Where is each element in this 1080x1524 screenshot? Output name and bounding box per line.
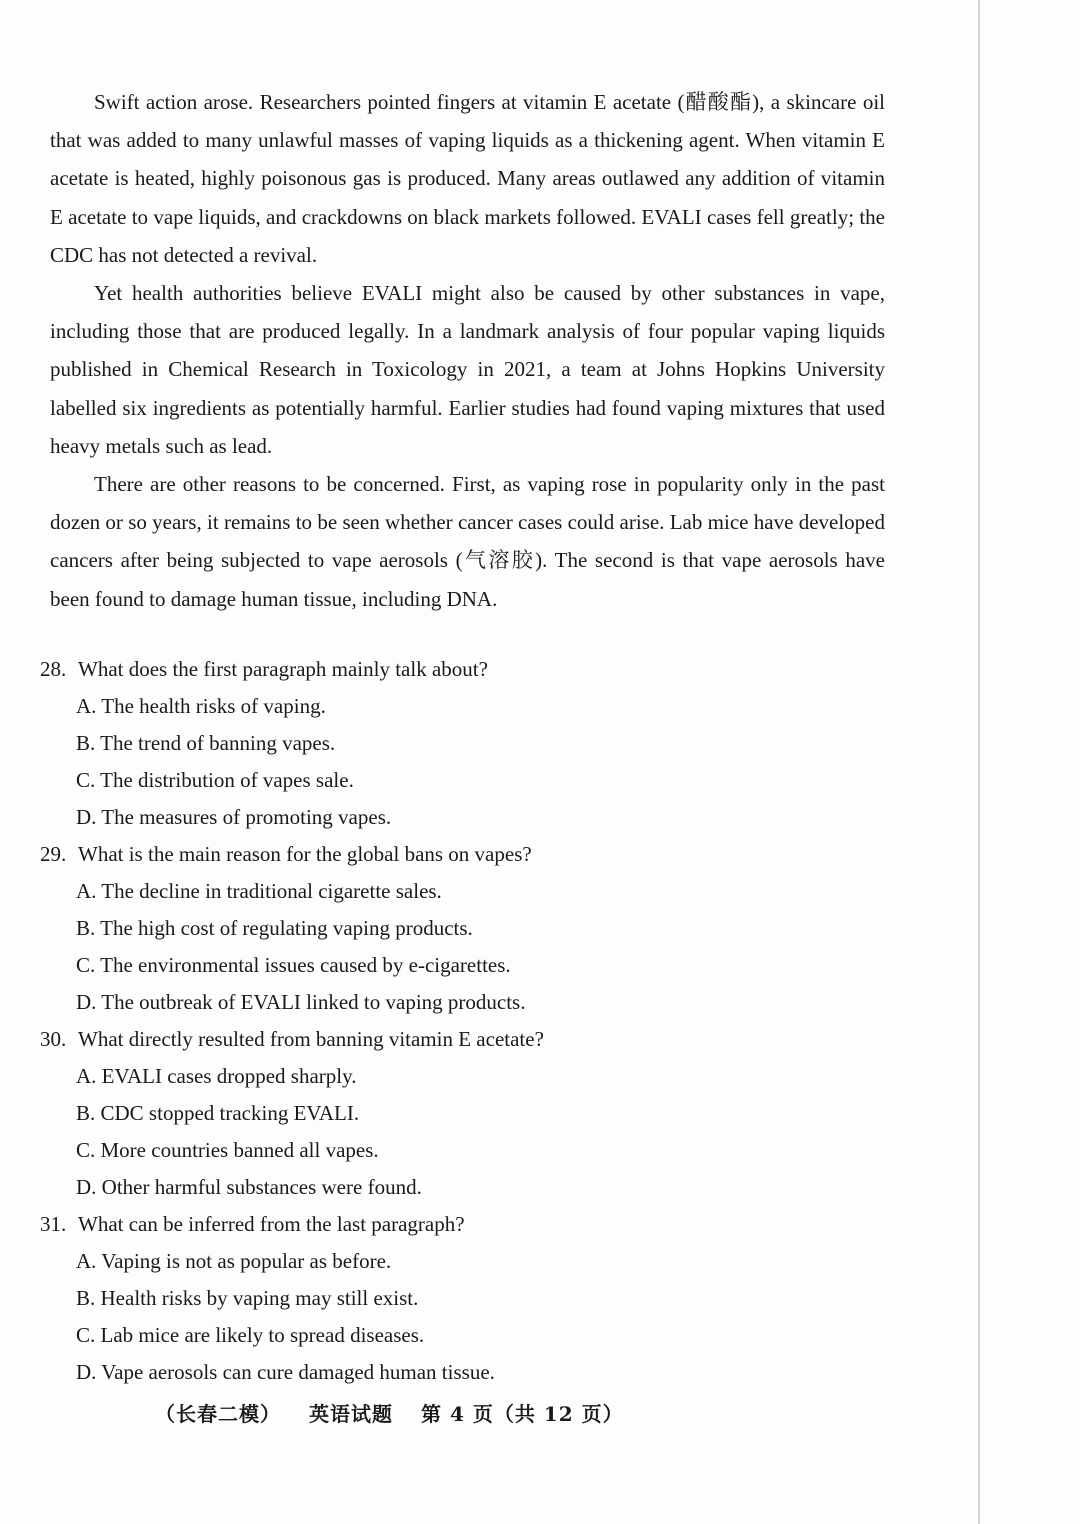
option-d: D. The outbreak of EVALI linked to vaping products. bbox=[76, 990, 526, 1014]
question-list bbox=[40, 651, 880, 1391]
question-text: What is the main reason for the global bans on vapes? bbox=[78, 842, 532, 866]
passage-paragraph-3: There are other reasons to be concerned. First, as vaping rose in popularity only in the past dozen or so years, it remains to be seen whether cancer cases could arise. Lab mice have developed cancers after being subjected to vape aerosols (气溶胶). The second is that vape aerosols have been found to damage human tissue, including DNA. bbox=[50, 472, 885, 611]
option-b: B. CDC stopped tracking EVALI. bbox=[76, 1101, 360, 1125]
passage-paragraph-2: Yet health authorities believe EVALI might also be caused by other substances in vape, including those that are produced legally. In a landmark analysis of four popular vaping liquids published in Chemical Research in Toxicology in 2021, a team at Johns Hopkins University labelled six ingredients as potentially harmful. Earlier studies had found vaping mixtures that used heavy metals such as lead. bbox=[50, 281, 885, 458]
option-a: A. The health risks of vaping. bbox=[76, 694, 326, 718]
option-a: A. EVALI cases dropped sharply. bbox=[76, 1064, 357, 1088]
reading-passage bbox=[50, 83, 885, 618]
passage-paragraph-1: Swift action arose. Researchers pointed fingers at vitamin E acetate (醋酸酯), a skincare oil that was added to many unlawful masses of vaping liquids as a thickening agent. When vitamin E acetate is heated, highly poisonous gas is produced. Many areas outlawed any addition of vitamin E acetate to vape liquids, and crackdowns on black markets followed. EVALI cases fell greatly; the CDC has not detected a revival. bbox=[50, 90, 885, 267]
question-31 bbox=[40, 1206, 880, 1391]
footer-page-number: 第 4 页（共 12 页） bbox=[421, 1402, 624, 1426]
option-a: A. Vaping is not as popular as before. bbox=[76, 1249, 392, 1273]
option-c: C. Lab mice are likely to spread diseases. bbox=[76, 1323, 425, 1347]
page-footer bbox=[155, 1398, 652, 1427]
question-stem bbox=[40, 1021, 880, 1058]
question-stem bbox=[40, 651, 880, 688]
option-b: B. The trend of banning vapes. bbox=[76, 731, 336, 755]
question-number: 31. bbox=[40, 1212, 67, 1236]
question-stem bbox=[40, 1206, 880, 1243]
option-d: D. The measures of promoting vapes. bbox=[76, 805, 392, 829]
option-b: B. The high cost of regulating vaping products. bbox=[76, 916, 473, 940]
option-d: D. Other harmful substances were found. bbox=[76, 1175, 422, 1199]
question-text: What can be inferred from the last paragraph? bbox=[78, 1212, 465, 1236]
option-b: B. Health risks by vaping may still exist. bbox=[76, 1286, 419, 1310]
question-stem bbox=[40, 836, 880, 873]
footer-subject: 英语试题 bbox=[309, 1402, 393, 1426]
question-30 bbox=[40, 1021, 880, 1206]
question-number: 30. bbox=[40, 1027, 67, 1051]
option-a: A. The decline in traditional cigarette sales. bbox=[76, 879, 442, 903]
question-28 bbox=[40, 651, 880, 836]
option-c: C. The distribution of vapes sale. bbox=[76, 768, 354, 792]
footer-exam-name: （长春二模） bbox=[155, 1402, 281, 1426]
question-number: 29. bbox=[40, 842, 67, 866]
option-c: C. More countries banned all vapes. bbox=[76, 1138, 379, 1162]
question-text: What does the first paragraph mainly talk about? bbox=[78, 657, 488, 681]
option-d: D. Vape aerosols can cure damaged human tissue. bbox=[76, 1360, 495, 1384]
question-number: 28. bbox=[40, 657, 67, 681]
option-c: C. The environmental issues caused by e-cigarettes. bbox=[76, 953, 511, 977]
page-edge-divider bbox=[978, 0, 980, 1524]
question-29 bbox=[40, 836, 880, 1021]
question-text: What directly resulted from banning vitamin E acetate? bbox=[78, 1027, 544, 1051]
